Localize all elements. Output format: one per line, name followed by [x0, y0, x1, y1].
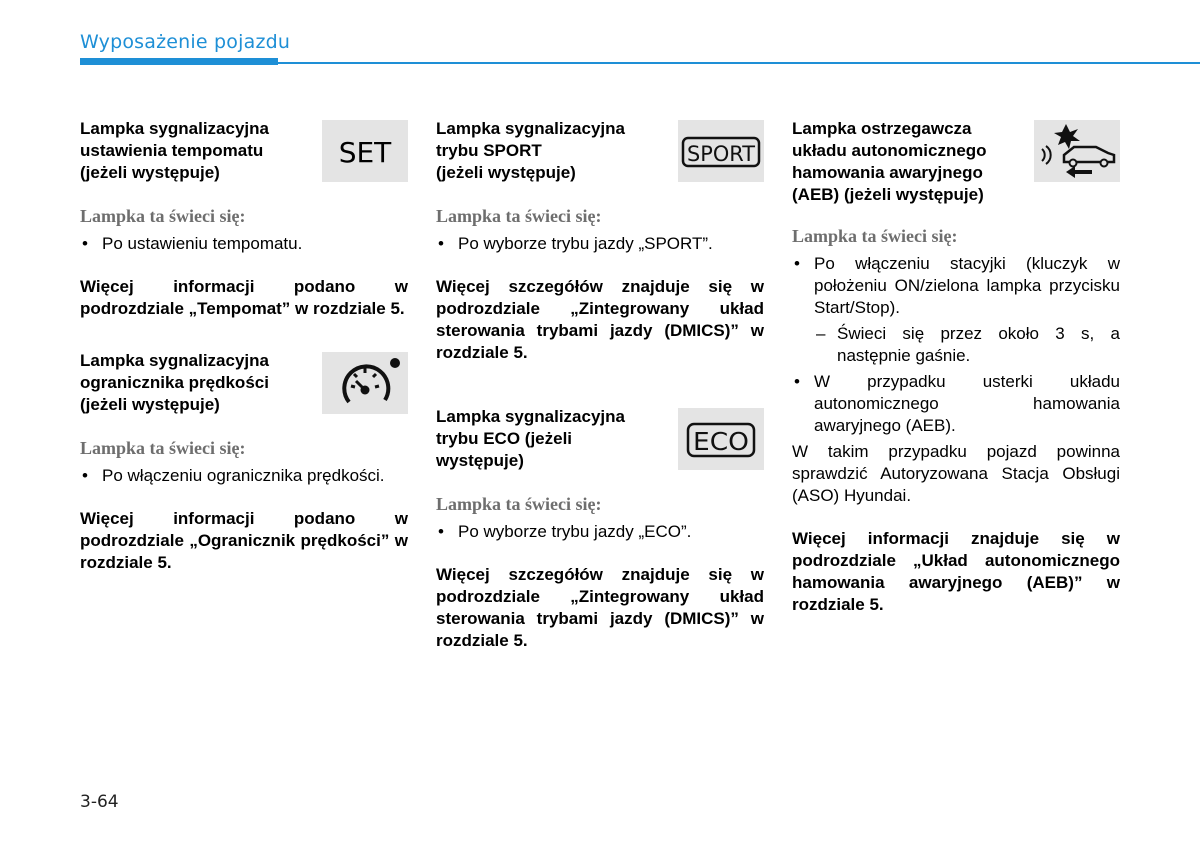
lamp-heading: Lampka ta świeci się:	[436, 494, 602, 514]
section-header-title: Wyposażenie pojazdu	[80, 31, 291, 53]
sport-mode-indicator-section	[436, 118, 764, 364]
page-number: 3-64	[80, 792, 119, 812]
bullet-item: • Po włączeniu ogranicznika prędkości.	[80, 465, 408, 487]
bullet-item: • W przypadku usterki układu autonomicznego hamowania awaryjnego (AEB).	[792, 371, 1120, 437]
section-title: Lampka sygnalizacyjna trybu SPORT (jeżeli występuje)	[436, 119, 625, 182]
section-head	[436, 118, 764, 186]
cruise-set-indicator-section	[80, 118, 408, 320]
lamp-heading: Lampka ta świeci się:	[792, 226, 958, 246]
section-title: Lampka sygnalizacyjna trybu ECO (jeżeli występuje)	[436, 407, 625, 470]
section-title: Lampka sygnalizacyjna ogranicznika prędkości (jeżeli występuje)	[80, 351, 269, 414]
sport-mode-icon-text: SPORT	[687, 142, 756, 166]
more-info-note: Więcej szczegółów znajduje się w podrozdziale „Zintegrowany układ sterowania trybami jazdy (DMICS)” w rozdziale 5.	[436, 277, 764, 362]
more-info-note: Więcej informacji podano w podrozdziale „Ogranicznik prędkości” w rozdziale 5.	[80, 509, 408, 572]
aeb-warning-section	[792, 118, 1120, 616]
section-head	[436, 406, 764, 474]
speed-limiter-icon	[322, 352, 408, 414]
column-1	[80, 118, 408, 574]
bullet-item: • Po wyborze trybu jazdy „ECO”.	[436, 521, 764, 543]
lamp-heading: Lampka ta świeci się:	[80, 206, 246, 226]
section-title: Lampka sygnalizacyjna ustawienia tempomatu (jeżeli występuje)	[80, 119, 269, 182]
set-icon-text: SET	[338, 136, 392, 169]
eco-mode-icon-text: ECO	[693, 427, 749, 456]
column-2	[436, 118, 764, 652]
section-title: Lampka ostrzegawcza układu autonomicznego hamowania awaryjnego (AEB) (jeżeli występuje)	[792, 119, 987, 204]
lamp-heading: Lampka ta świeci się:	[80, 438, 246, 458]
eco-mode-indicator-section	[436, 406, 764, 652]
section-head	[80, 350, 408, 418]
section-head	[792, 118, 1120, 206]
sport-mode-icon	[678, 120, 764, 182]
section-head	[80, 118, 408, 186]
lamp-heading: Lampka ta świeci się:	[436, 206, 602, 226]
column-3	[792, 118, 1120, 616]
sub-list-item: – Świeci się przez około 3 s, a następnie gaśnie.	[792, 323, 1120, 367]
speed-limiter-indicator-section	[80, 350, 408, 574]
bullet-item: • Po włączeniu stacyjki (kluczyk w położeniu ON/zielona lampka przycisku Start/Stop).	[792, 253, 1120, 319]
more-info-note: Więcej informacji podano w podrozdziale „Tempomat” w rozdziale 5.	[80, 277, 408, 318]
aso-paragraph: W takim przypadku pojazd powinna sprawdzić Autoryzowana Stacja Obsługi (ASO) Hyundai.	[792, 442, 1120, 505]
set-icon	[322, 120, 408, 182]
bullet-item: • Po wyborze trybu jazdy „SPORT”.	[436, 233, 764, 255]
more-info-note: Więcej informacji znajduje się w podrozdziale „Układ autonomicznego hamowania awaryjnego (AEB)” w rozdziale 5.	[792, 529, 1120, 614]
aeb-warning-icon	[1034, 120, 1120, 182]
header-rule	[80, 62, 1200, 64]
eco-mode-icon	[678, 408, 764, 470]
more-info-note: Więcej szczegółów znajduje się w podrozdziale „Zintegrowany układ sterowania trybami jazdy (DMICS)” w rozdziale 5.	[436, 565, 764, 650]
bullet-item: • Po ustawieniu tempomatu.	[80, 233, 408, 255]
